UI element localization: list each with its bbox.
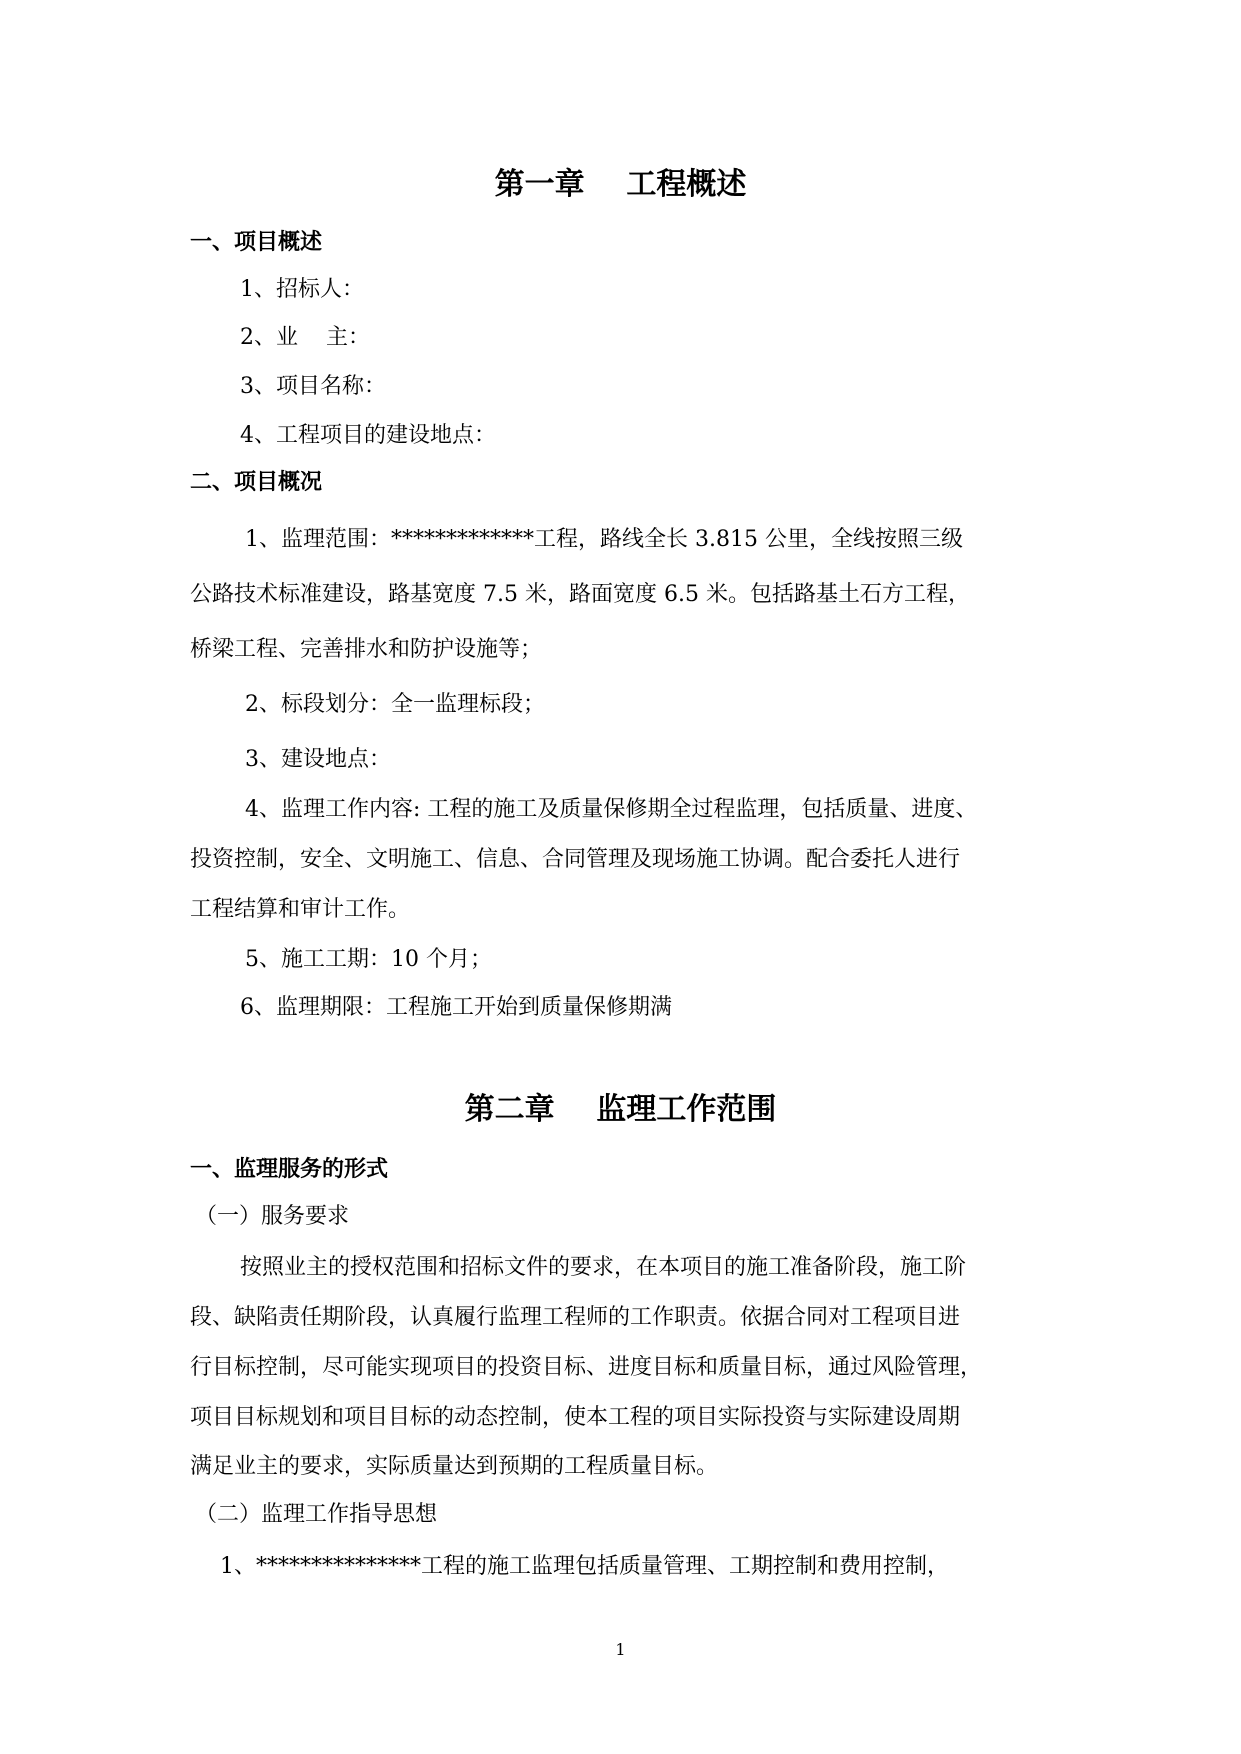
paragraph-service-line-2: 段、缺陷责任期阶段，认真履行监理工程师的工作职责。依据合同对工程项目进 — [190, 1305, 961, 1330]
section-project-summary-heading: 二、项目概况 — [190, 470, 323, 495]
paragraph-guiding-line-1: 1、***************工程的施工监理包括质量管理、工期控制和费用控制， — [220, 1554, 949, 1579]
chapter-2-title: 第二章 监理工作范围 — [464, 1092, 777, 1127]
paragraph-construction-location: 3、建设地点： — [245, 747, 391, 772]
paragraph-service-line-1: 按照业主的授权范围和招标文件的要求，在本项目的施工准备阶段，施工阶 — [240, 1255, 967, 1280]
paragraph-work-content-line-2: 投资控制，安全、文明施工、信息、合同管理及现场施工协调。配合委托人进行 — [190, 847, 961, 872]
section-service-form-heading: 一、监理服务的形式 — [190, 1157, 389, 1182]
chapter-1-title: 第一章 工程概述 — [494, 167, 747, 202]
subsection-service-requirements-heading: （一）服务要求 — [195, 1204, 350, 1229]
list-item-project-name: 3、项目名称： — [240, 374, 386, 399]
page-number: 1 — [615, 1640, 626, 1659]
paragraph-construction-period: 5、施工工期：10 个月； — [245, 947, 492, 972]
paragraph-work-content-line-1: 4、监理工作内容: 工程的施工及质量保修期全过程监理，包括质量、进度、 — [245, 797, 978, 822]
list-item-bidder: 1、招标人： — [240, 277, 364, 302]
paragraph-section-division: 2、标段划分：全一监理标段； — [245, 692, 545, 717]
paragraph-scope-line-2: 公路技术标准建设，路基宽度 7.5 米，路面宽度 6.5 米。包括路基土石方工程， — [190, 582, 970, 607]
paragraph-service-line-3: 行目标控制，尽可能实现项目的投资目标、进度目标和质量目标，通过风险管理， — [190, 1355, 983, 1380]
paragraph-supervision-period: 6、监理期限：工程施工开始到质量保修期满 — [240, 995, 672, 1020]
list-item-owner: 2、业 主： — [240, 325, 370, 350]
subsection-guiding-principles-heading: （二）监理工作指导思想 — [195, 1502, 438, 1527]
paragraph-scope-line-3: 桥梁工程、完善排水和防护设施等； — [190, 637, 543, 662]
paragraph-service-line-4: 项目目标规划和项目目标的动态控制，使本工程的项目实际投资与实际建设周期 — [190, 1405, 961, 1430]
section-project-overview-heading: 一、项目概述 — [190, 230, 323, 255]
list-item-construction-site: 4、工程项目的建设地点： — [240, 423, 496, 448]
paragraph-service-line-5: 满足业主的要求，实际质量达到预期的工程质量目标。 — [190, 1454, 719, 1479]
paragraph-work-content-line-3: 工程结算和审计工作。 — [190, 897, 411, 922]
paragraph-scope-line-1: 1、监理范围：*************工程，路线全长 3.815 公里，全线按照三级 — [245, 527, 963, 552]
